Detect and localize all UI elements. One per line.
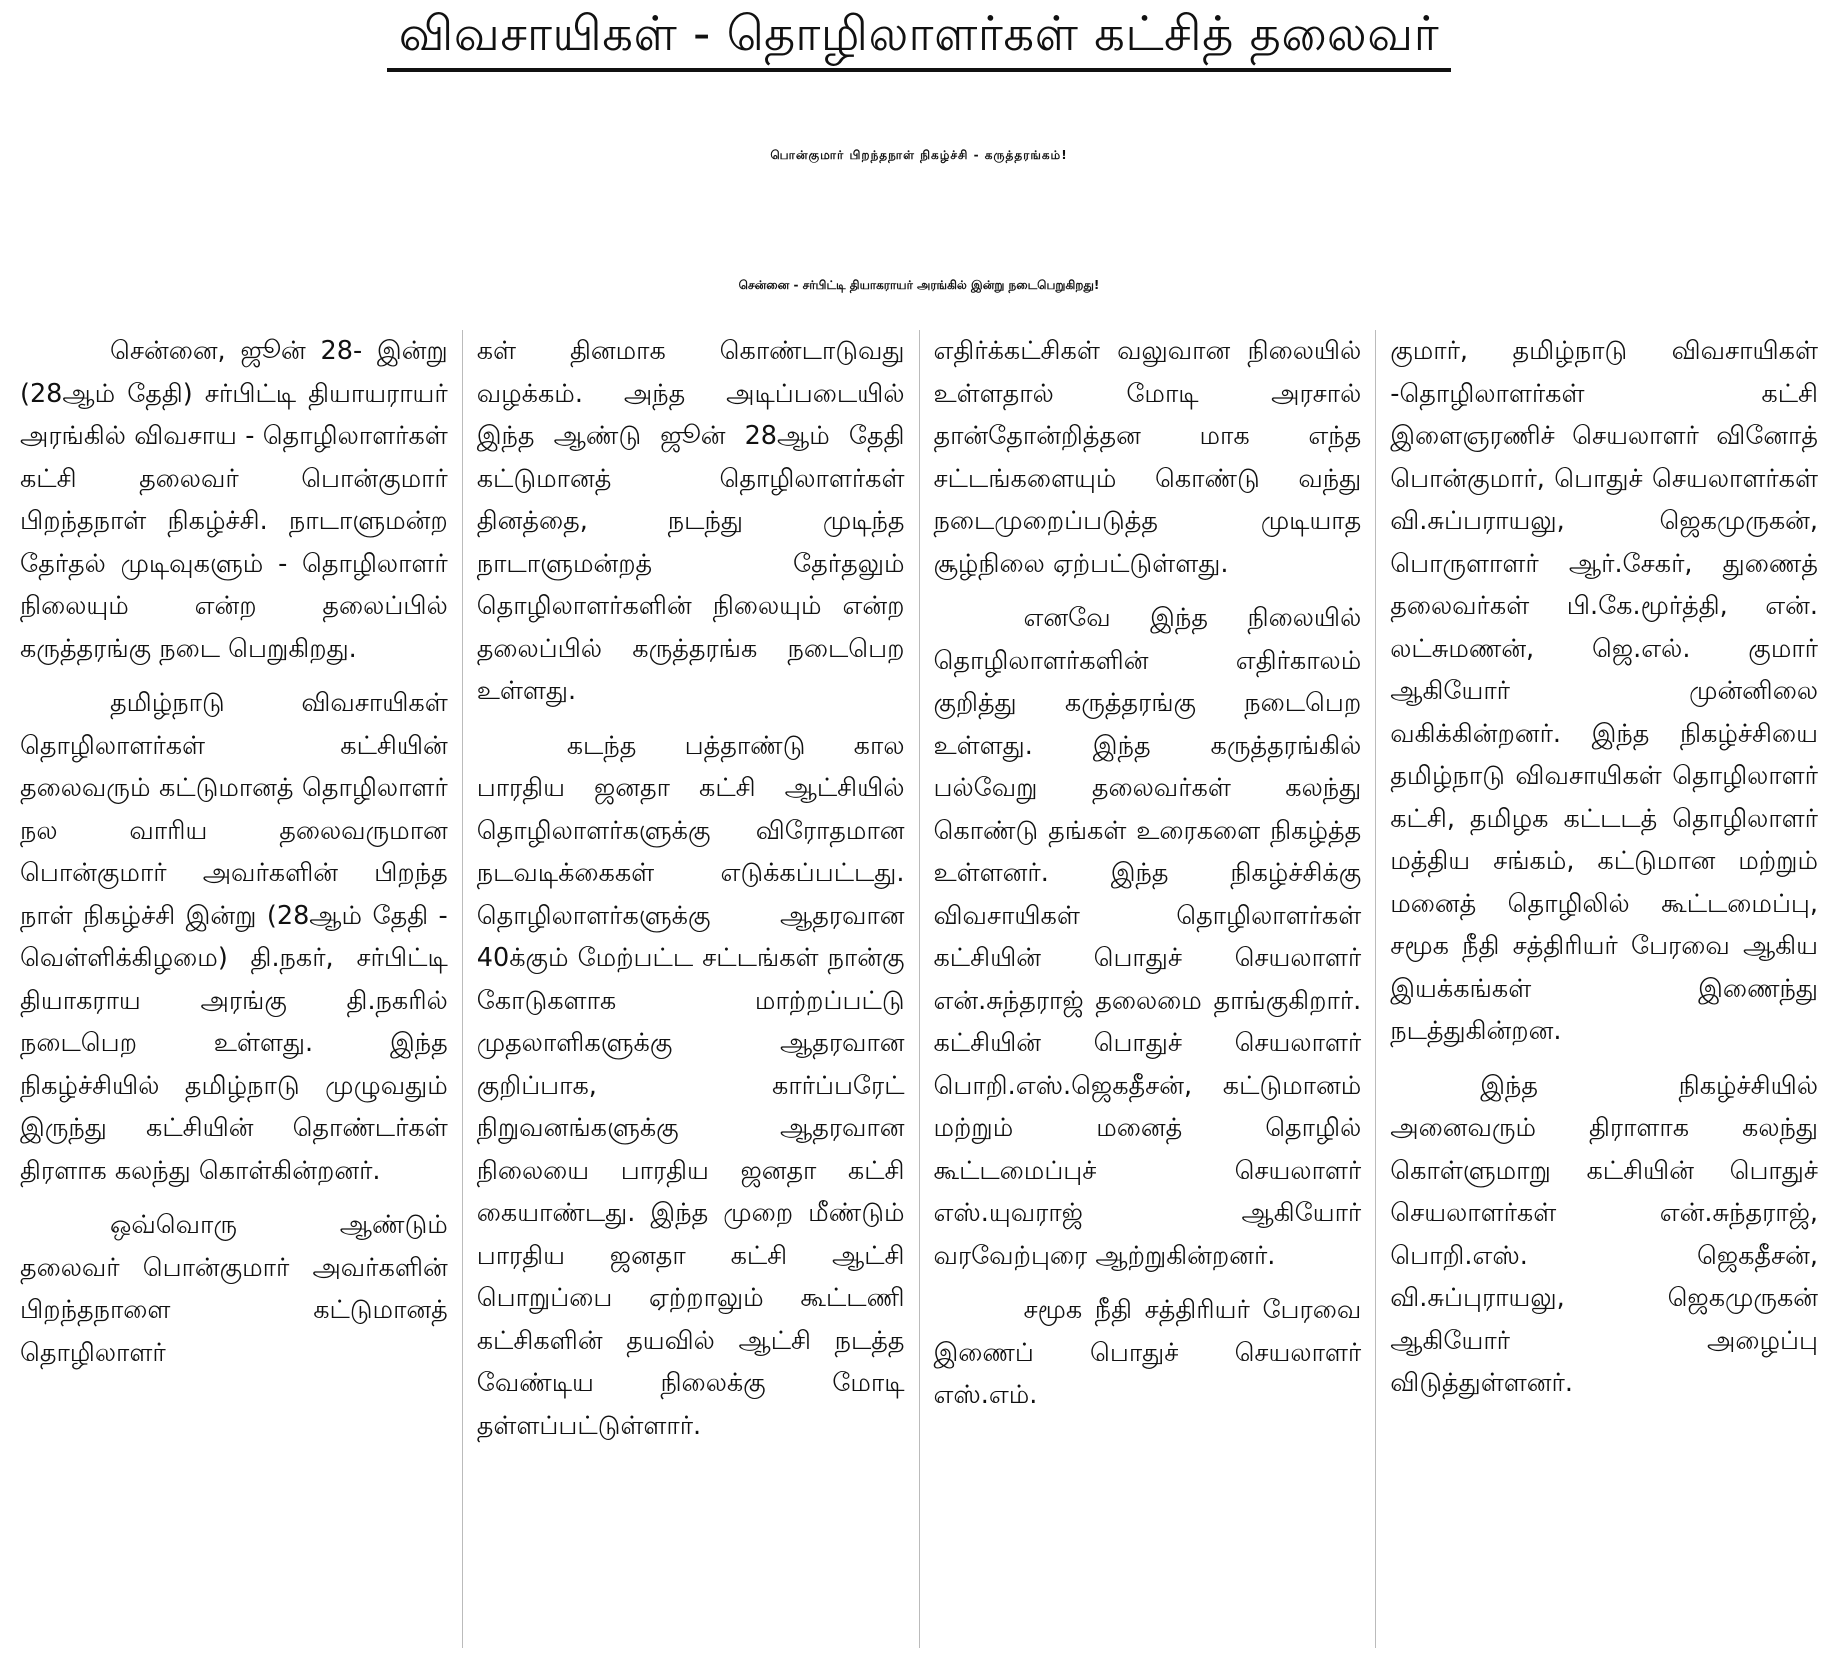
paragraph: கடந்த பத்தாண்டு கால பாரதிய ஜனதா கட்சி ஆட்சியில் தொழிலாளர்களுக்கு விரோதமான நடவடிக்கைகள் எடுக்கப்பட்டது. தொழிலாளர்களுக்கு ஆதரவான 40க்கும் மேற்பட்ட சட்டங்கள் நான்கு கோடுகளாக மாற்றப்பட்டு முதலாளிகளுக்கு ஆதரவான குறிப்பாக, கார்ப்பரேட் நிறுவனங்களுக்கு ஆதரவான நிலையை பாரதிய ஜனதா கட்சி கையாண்டது. இந்த முறை மீண்டும் பாரதிய ஜனதா கட்சி ஆட்சி பொறுப்பை ஏற்றாலும் கூட்டணி கட்சிகளின் தயவில் ஆட்சி நடத்த வேண்டிய நிலைக்கு மோடி தள்ளப்பட்டுள்ளார். (476, 730, 905, 1441)
article-kicker: விவசாயிகள் - தொழிலாளர்கள் கட்சித் தலைவர் (387, 2, 1451, 72)
paragraph: எதிர்க்கட்சிகள் வலுவான நிலையில் உள்ளதால் மோடி அரசால் தான்தோன்றித்தன மாக எந்த சட்டங்களையும் கொண்டு வந்து நடைமுறைப்படுத்த முடியாத சூழ்நிலை ஏற்பட்டுள்ளது. (933, 336, 1362, 579)
kicker-container (0, 2, 1838, 72)
article-subheadline: சென்னை - சர்பிட்டி தியாகராயர் அரங்கில் இன்று நடைபெறுகிறது! (738, 278, 1100, 292)
article-column-1 (6, 330, 462, 1648)
paragraph: கள் தினமாக கொண்டாடுவது வழக்கம். அந்த அடிப்படையில் இந்த ஆண்டு ஜூன் 28ஆம் தேதி கட்டுமானத் தொழிலாளர்கள் தினத்தை, நடந்து முடிந்த நாடாளுமன்றத் தேர்தலும் தொழிலாளர்களின் நிலையும் என்ற தலைப்பில் கருத்தரங்க நடைபெற உள்ளது. (476, 336, 905, 706)
paragraph: தமிழ்நாடு விவசாயிகள் தொழிலாளர்கள் கட்சியின் தலைவரும் கட்டுமானத் தொழிலாளர் நல வாரிய தலைவருமான பொன்குமார் அவர்களின் பிறந்த நாள் நிகழ்ச்சி இன்று (28ஆம் தேதி - வெள்ளிக்கிழமை) தி.நகர், சர்பிட்டி தியாகராய அரங்கு தி.நகரில் நடைபெற உள்ளது. இந்த நிகழ்ச்சியில் தமிழ்நாடு முழுவதும் இருந்து கட்சியின் தொண்டர்கள் திரளாக கலந்து கொள்கின்றனர். (20, 688, 448, 1186)
paragraph: இந்த நிகழ்ச்சியில் அனைவரும் திராளாக கலந்து கொள்ளுமாறு கட்சியின் பொதுச் செயலாளர்கள் என்.சுந்தராஜ், பொறி.எஸ். ஜெகதீசன், வி.சுப்புராயலு, ஜெகமுருகன் ஆகியோர் அழைப்பு விடுத்துள்ளனர். (1390, 1070, 1818, 1398)
paragraph: சென்னை, ஜூன் 28- இன்று (28ஆம் தேதி) சர்பிட்டி தியாயராயர் அரங்கில் விவசாய - தொழிலாளர்கள் கட்சி தலைவர் பொன்குமார் பிறந்தநாள் நிகழ்ச்சி. நாடாளுமன்ற தேர்தல் முடிவுகளும் - தொழிலாளர் நிலையும் என்ற தலைப்பில் கருத்தரங்கு நடை பெறுகிறது. (20, 336, 448, 664)
paragraph: குமார், தமிழ்நாடு விவசாயிகள் -தொழிலாளர்கள் கட்சி இளைஞரணிச் செயலாளர் வினோத் பொன்குமார், பொதுச் செயலாளர்கள் வி.சுப்பராயலு, ஜெகமுருகன், பொருளாளர் ஆர்.சேகர், துணைத் தலைவர்கள் பி.கே.மூர்த்தி, என். லட்சுமணன், ஜெ.எல். குமார் ஆகியோர் முன்னிலை வகிக்கின்றனர். இந்த நிகழ்ச்சியை தமிழ்நாடு விவசாயிகள் தொழிலாளர் கட்சி, தமிழக கட்டடத் தொழிலாளர் மத்திய சங்கம், கட்டுமான மற்றும் மனைத் தொழிலில் கூட்டமைப்பு, சமூக நீதி சத்திரியர் பேரவை ஆகிய இயக்கங்கள் இணைந்து நடத்துகின்றன. (1390, 336, 1818, 1046)
article-column-2 (462, 330, 919, 1648)
article-column-4 (1375, 330, 1832, 1648)
article-body (6, 330, 1832, 1648)
article-headline: பொன்குமார் பிறந்தநாள் நிகழ்ச்சி - கருத்தரங்கம்! (770, 148, 1068, 162)
paragraph: ஒவ்வொரு ஆண்டும் தலைவர் பொன்குமார் அவர்களின் பிறந்தநாளை கட்டுமானத் தொழிலாளர் (20, 1210, 448, 1368)
paragraph: சமூக நீதி சத்திரியர் பேரவை இணைப் பொதுச் செயலாளர் எஸ்.எம். (933, 1295, 1362, 1410)
article-column-3 (919, 330, 1376, 1648)
paragraph: எனவே இந்த நிலையில் தொழிலாளர்களின் எதிர்காலம் குறித்து கருத்தரங்கு நடைபெற உள்ளது. இந்த கருத்தரங்கில் பல்வேறு தலைவர்கள் கலந்து கொண்டு தங்கள் உரைகளை நிகழ்த்த உள்ளனர். இந்த நிகழ்ச்சிக்கு விவசாயிகள் தொழிலாளர்கள் கட்சியின் பொதுச் செயலாளர் என்.சுந்தராஜ் தலைமை தாங்குகிறார். கட்சியின் பொதுச் செயலாளர் பொறி.எஸ்.ஜெகதீசன், கட்டுமானம் மற்றும் மனைத் தொழில் கூட்டமைப்புச் செயலாளர் எஸ்.யுவராஜ் ஆகியோர் வரவேற்புரை ஆற்றுகின்றனர். (933, 603, 1362, 1271)
